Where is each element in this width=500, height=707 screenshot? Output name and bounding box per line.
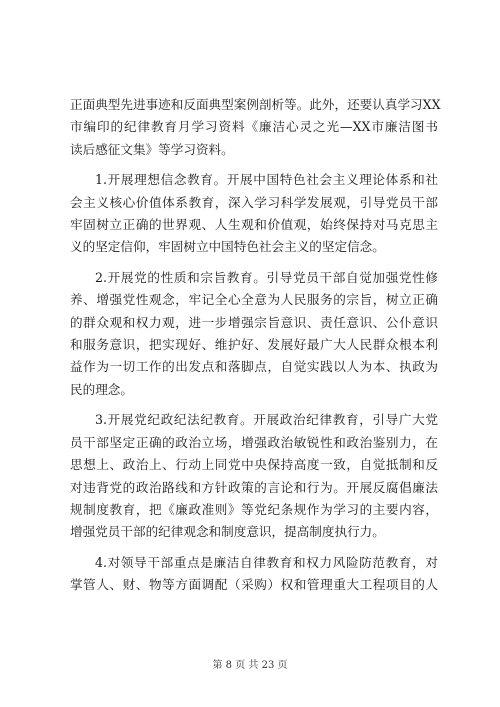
text-line: 1.开展理想信念教育。开展中国特色社会主义理论体系和社 bbox=[95, 172, 438, 188]
text-line: 会主义核心价值体系教育，深入学习科学发展观，引导党员干部 bbox=[70, 194, 438, 210]
text-line: 规制度教育，把《廉政准则》等党纪条规作为学习的主要内容， bbox=[70, 501, 438, 517]
paragraph-party-nature-education bbox=[70, 267, 438, 401]
text-line: 正面典型先进事迹和反面典型案例剖析等。此外，还要认真学习XX bbox=[70, 97, 441, 112]
paragraph-continuation bbox=[70, 94, 441, 161]
paragraph-ideals-education bbox=[70, 169, 438, 259]
text-line: 3.开展党纪政纪法纪教育。开展政治纪律教育，引导广大党 bbox=[95, 412, 438, 428]
text-line: 掌管人、财、物等方面调配（采购）权和管理重大工程项目的人 bbox=[70, 577, 438, 593]
text-line: 读后感征文集》等学习资料。 bbox=[70, 141, 234, 157]
text-line: 市编印的纪律教育月学习资料《廉洁心灵之光—XX市廉洁图书 bbox=[70, 119, 438, 135]
text-line: 增强党员干部的纪律观念和制度意识，提高制度执行力。 bbox=[70, 524, 385, 540]
paragraph-discipline-education bbox=[70, 409, 438, 543]
text-line: 义的坚定信仰，牢固树立中国特色社会主义的坚定信念。 bbox=[70, 239, 385, 255]
text-line: 的群众观和权力观，进一步增强宗旨意识、责任意识、公仆意识 bbox=[70, 314, 438, 330]
text-line: 4.对领导干部重点是廉洁自律教育和权力风险防范教育，对 bbox=[95, 554, 438, 570]
text-line: 思想上、政治上、行动上同党中央保持高度一致，自觉抵制和反 bbox=[70, 457, 438, 473]
text-line: 员干部坚定正确的政治立场，增强政治敏锐性和政治鉴别力，在 bbox=[70, 434, 438, 450]
text-line: 牢固树立正确的世界观、人生观和价值观，始终保持对马克思主 bbox=[70, 217, 438, 233]
text-line: 养、增强党性观念，牢记全心全意为人民服务的宗旨，树立正确 bbox=[70, 292, 438, 308]
text-line: 民的理念。 bbox=[70, 381, 133, 397]
page-number-footer: 第 8 页 共 23 页 bbox=[212, 660, 288, 671]
text-line: 益作为一切工作的出发点和落脚点，自觉实践以人为本、执政为 bbox=[70, 359, 438, 375]
paragraph-leaders-education bbox=[70, 552, 438, 597]
text-line: 2.开展党的性质和宗旨教育。引导党员干部自觉加强党性修 bbox=[95, 269, 438, 285]
document-body bbox=[70, 94, 441, 597]
text-line: 对违背党的政治路线和方针政策的言论和行为。开展反腐倡廉法 bbox=[70, 479, 438, 495]
text-line: 和服务意识，把实现好、维护好、发展好最广大人民群众根本利 bbox=[70, 337, 438, 353]
